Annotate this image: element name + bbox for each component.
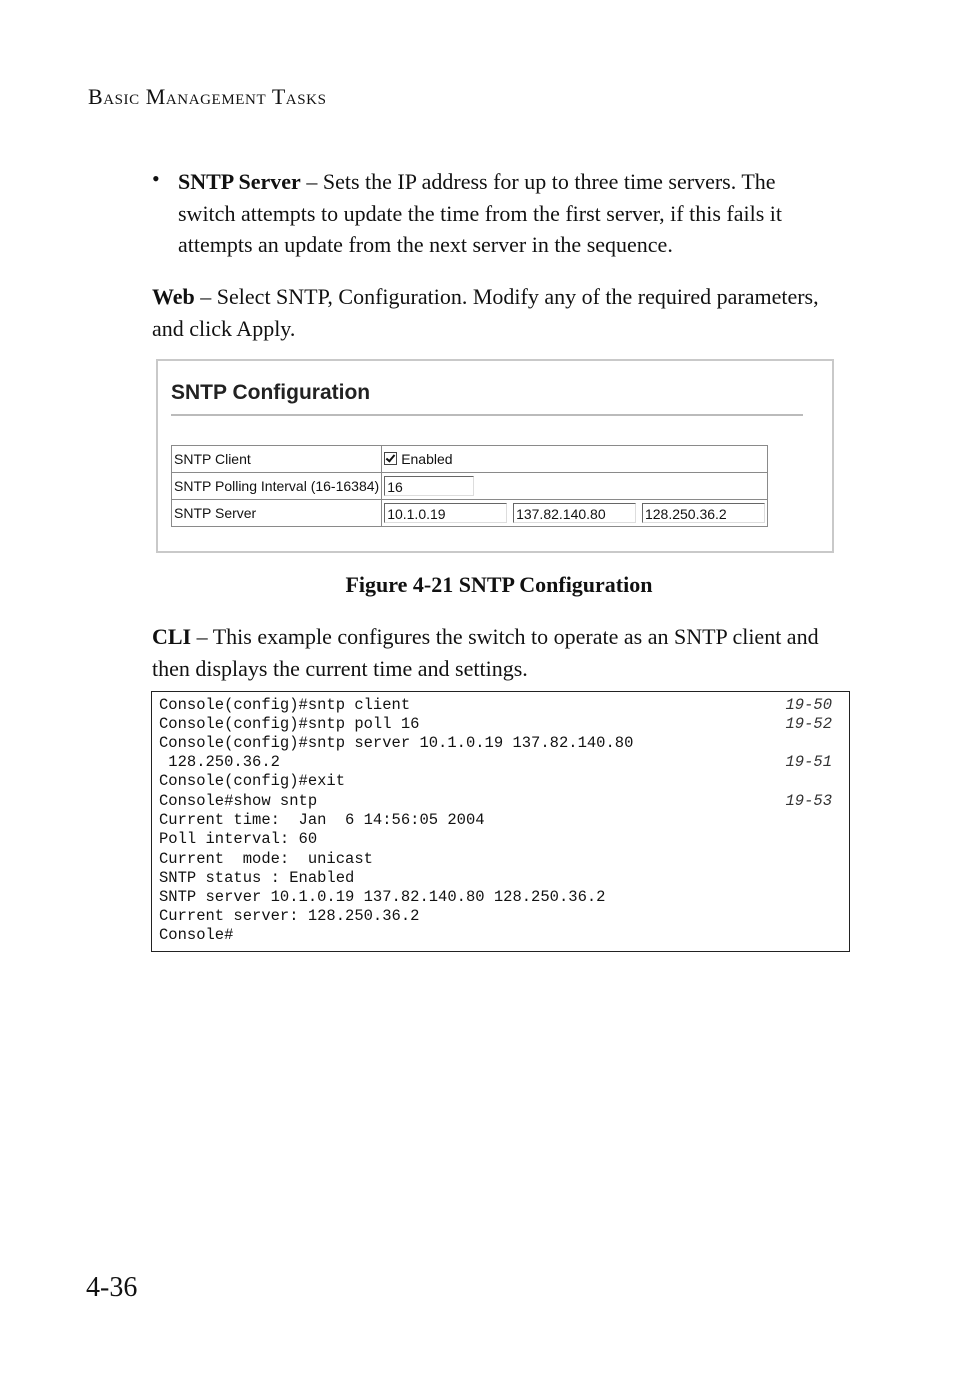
code-reference: 19-53 bbox=[785, 792, 832, 810]
sntp-client-label: SNTP Client bbox=[172, 446, 382, 473]
polling-interval-cell bbox=[382, 473, 768, 500]
screenshot-title: SNTP Configuration bbox=[171, 381, 371, 404]
code-reference: 19-50 bbox=[785, 696, 832, 714]
page-number: 4-36 bbox=[86, 1272, 138, 1303]
code-line: Current mode: unicast bbox=[159, 850, 373, 868]
title-divider bbox=[171, 414, 803, 416]
bullet-paragraph bbox=[178, 166, 838, 261]
sntp-config-table bbox=[171, 445, 768, 527]
enabled-checkbox[interactable] bbox=[384, 452, 397, 465]
code-line: Poll interval: 60 bbox=[159, 830, 318, 848]
code-line: Console#show sntp bbox=[159, 792, 318, 810]
code-line: 128.250.36.2 bbox=[159, 753, 280, 771]
cli-code-listing bbox=[151, 691, 850, 952]
bullet-term: SNTP Server bbox=[178, 169, 301, 194]
header-initial-1: B bbox=[88, 84, 104, 109]
code-line: SNTP status : Enabled bbox=[159, 869, 355, 887]
cli-term: CLI bbox=[152, 624, 192, 649]
polling-interval-label: SNTP Polling Interval (16-16384) bbox=[172, 473, 382, 500]
table-row bbox=[172, 446, 768, 473]
bullet-symbol: • bbox=[152, 166, 160, 191]
code-line: Console(config)#exit bbox=[159, 772, 346, 790]
sntp-client-cell bbox=[382, 446, 768, 473]
sntp-server-label: SNTP Server bbox=[172, 500, 382, 527]
sntp-server-cell bbox=[382, 500, 768, 527]
code-line: Console(config)#sntp client bbox=[159, 696, 411, 714]
code-line: SNTP server 10.1.0.19 137.82.140.80 128.250.36.2 bbox=[159, 888, 606, 906]
header-initial-2: M bbox=[145, 84, 166, 109]
code-reference: 19-51 bbox=[785, 753, 832, 771]
code-line: Console# bbox=[159, 926, 234, 944]
sntp-server-3-input[interactable]: 128.250.36.2 bbox=[642, 503, 765, 523]
web-description: – Select SNTP, Configuration. Modify any of the required parameters, and click Apply. bbox=[152, 284, 819, 341]
table-row bbox=[172, 473, 768, 500]
code-line: Console(config)#sntp poll 16 bbox=[159, 715, 420, 733]
code-reference: 19-52 bbox=[785, 715, 832, 733]
header-initial-3: T bbox=[271, 84, 286, 109]
table-row bbox=[172, 500, 768, 527]
figure-caption: Figure 4-21 SNTP Configuration bbox=[345, 572, 653, 597]
header-rest-3: ASKS bbox=[285, 92, 327, 108]
running-header bbox=[88, 84, 327, 110]
code-line: Console(config)#sntp server 10.1.0.19 137.82.140.80 bbox=[159, 734, 634, 752]
enabled-checkbox-label: Enabled bbox=[401, 451, 453, 467]
sntp-server-2-input[interactable]: 137.82.140.80 bbox=[513, 503, 636, 523]
header-rest-1: ASIC bbox=[103, 92, 140, 108]
code-line: Current server: 128.250.36.2 bbox=[159, 907, 420, 925]
sntp-config-screenshot bbox=[156, 359, 834, 553]
web-paragraph bbox=[152, 281, 842, 344]
cli-description: – This example configures the switch to operate as an SNTP client and then displays the current time and settings. bbox=[152, 624, 819, 681]
code-line: Current time: Jan 6 14:56:05 2004 bbox=[159, 811, 485, 829]
sntp-server-1-input[interactable]: 10.1.0.19 bbox=[384, 503, 507, 523]
cli-paragraph bbox=[152, 621, 842, 684]
header-rest-2: ANAGEMENT bbox=[165, 92, 267, 108]
web-term: Web bbox=[152, 284, 195, 309]
polling-interval-input[interactable]: 16 bbox=[384, 476, 474, 496]
bullet-description: – Sets the IP address for up to three time servers. The switch attempts to update the time from the first server, if this fails it attempts an update from the next server in the sequence. bbox=[178, 169, 782, 257]
